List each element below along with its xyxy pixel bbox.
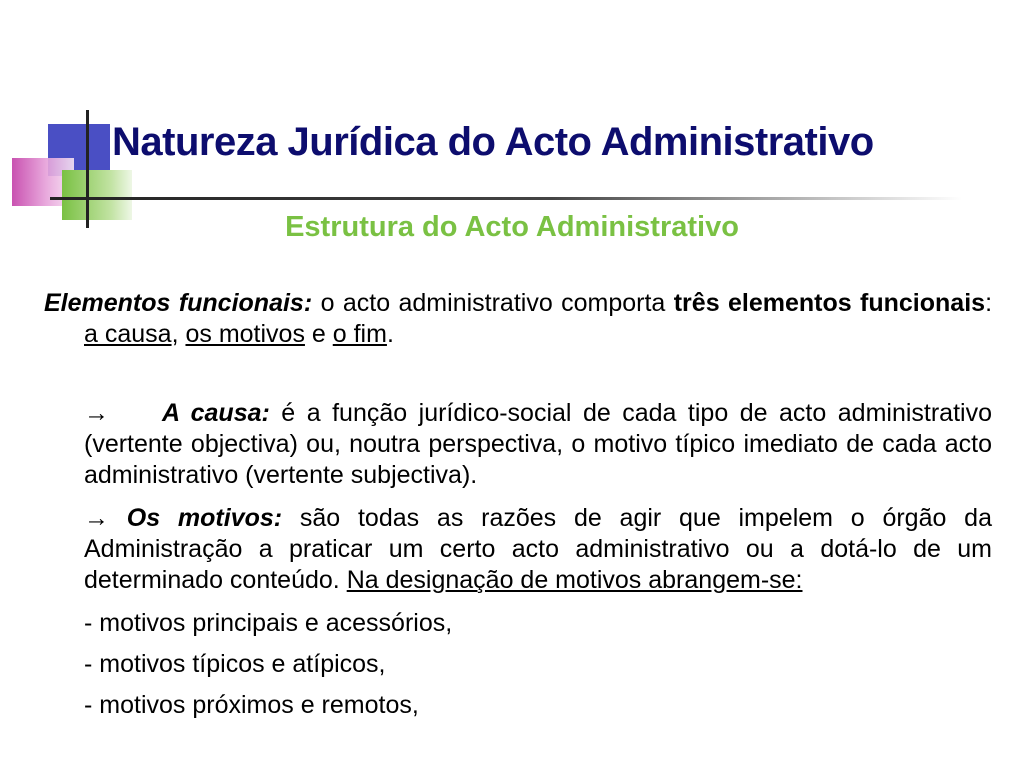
elementos-bold: três elementos funcionais bbox=[673, 289, 986, 317]
slide-content bbox=[44, 288, 992, 731]
slide-title: Natureza Jurídica do Acto Administrativo bbox=[112, 120, 874, 164]
end-text: . bbox=[386, 320, 394, 348]
item-motivos: os motivos bbox=[185, 320, 305, 348]
slide-subtitle: Estrutura do Acto Administrativo bbox=[285, 211, 739, 243]
arrow-icon: → bbox=[84, 504, 127, 532]
causa-lead: A causa: bbox=[162, 399, 270, 427]
arrow-icon: → bbox=[84, 399, 109, 427]
motivos-underlined: Na designação de motivos abrangem-se: bbox=[346, 566, 803, 594]
elementos-text: o acto administrativo comporta bbox=[312, 289, 674, 317]
list-item: - motivos típicos e atípicos, bbox=[84, 650, 386, 678]
motivos-paragraph bbox=[84, 503, 992, 596]
motivos-text: são todas as razões de agir que impelem o órgão da Administração a praticar um certo acto administrativo ou a dotá-lo de um determinado conteúdo. bbox=[84, 504, 992, 594]
colon-text: : bbox=[985, 289, 993, 317]
item-causa: a causa bbox=[84, 320, 172, 348]
elementos-lead: Elementos funcionais: bbox=[44, 289, 313, 317]
sep-text: , bbox=[171, 320, 186, 348]
item-fim: o fim bbox=[332, 320, 387, 348]
list-item: - motivos principais e acessórios, bbox=[84, 609, 453, 637]
causa-text: é a função jurídico-social de cada tipo de acto administrativo (vertente objectiva) ou, noutra perspectiva, o motivo típico imediato de cada acto administrativo (vertente subjectiva). bbox=[84, 399, 992, 489]
list-item: - motivos próximos e remotos, bbox=[84, 691, 419, 719]
decor-horizontal-line bbox=[50, 197, 962, 200]
sep-text: e bbox=[304, 320, 333, 348]
motivos-lead: Os motivos: bbox=[126, 504, 283, 532]
elementos-paragraph bbox=[44, 288, 992, 350]
causa-paragraph bbox=[84, 398, 992, 491]
